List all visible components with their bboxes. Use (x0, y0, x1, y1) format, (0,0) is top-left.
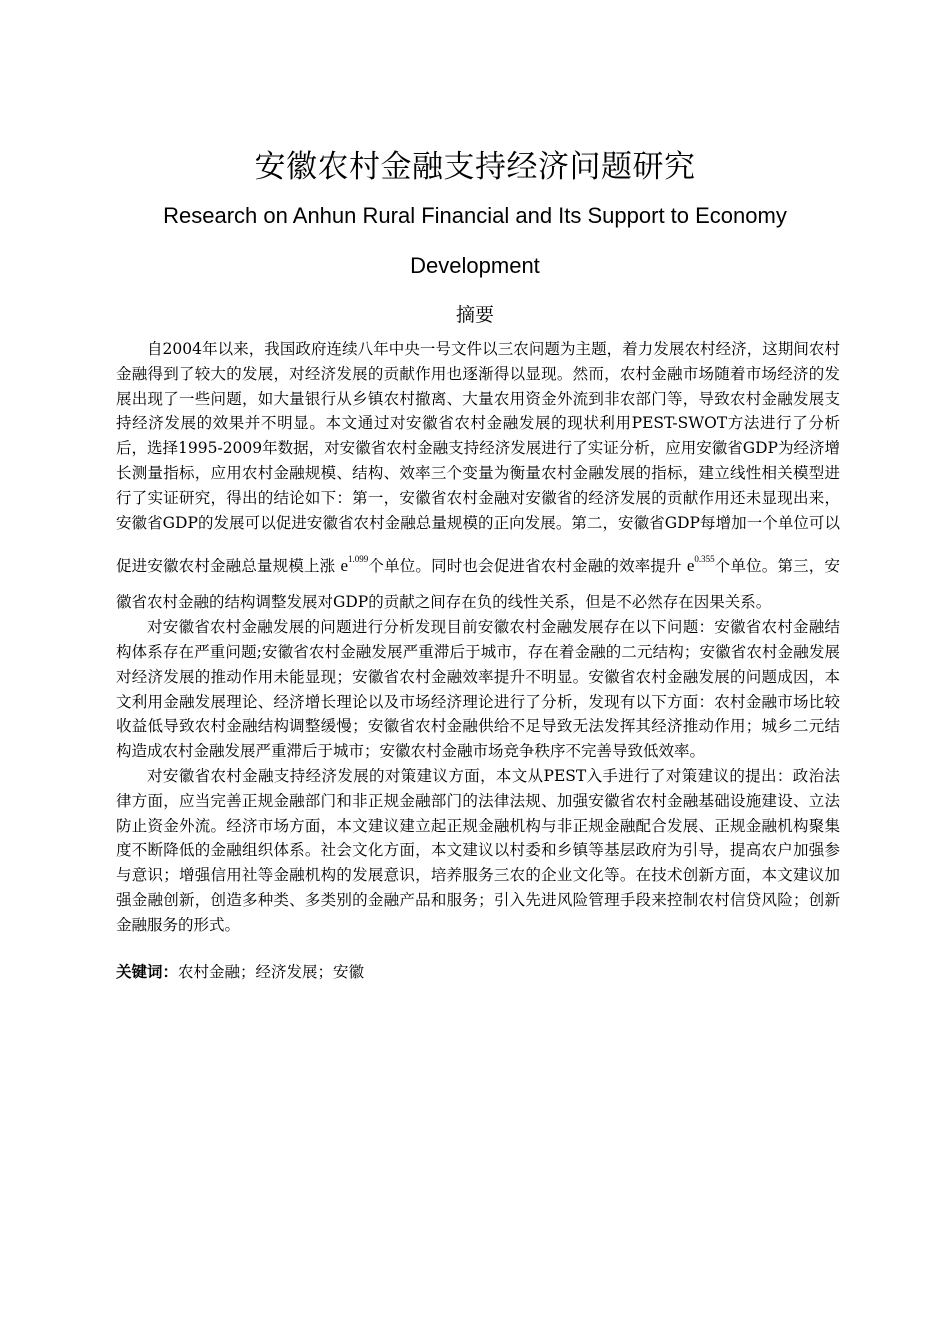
exponent-1-power: 1.099 (347, 554, 369, 565)
abstract-body (116, 337, 840, 984)
paragraph-1-text-c: 个单位。第三，安徽省农村金融的结构调整发展对GDP的贡献之间存在负的线性关系，但是不必然存在因果关系。 (116, 557, 840, 612)
abstract-paragraph-3: 对安徽省农村金融支持经济发展的对策建议方面，本文从PEST入手进行了对策建议的提出：政治法律方面，应当完善正规金融部门和非正规金融部门的法律法规、加强安徽省农村金融基础设施建设、立法防止资金外流。经济市场方面，本文建议建立起正规金融机构与非正规金融配合发展、正规金融机构聚集度不断降低的金融组织体系。社会文化方面，本文建议以村委和乡镇等基层政府为引导，提高农户加强参与意识；增强信用社等金融机构的发展意识，培养服务三农的企业文化等。在技术创新方面，本文建议加强金融创新，创造多种类、多类别的金融产品和服务；引入先进风险管理手段来控制农村信贷风险；创新金融服务的形式。 (116, 766, 840, 934)
chinese-title: 安徽农村金融支持经济问题研究 (254, 149, 696, 185)
paragraph-1-text-a: 自2004年以来，我国政府连续八年中央一号文件以三农问题为主题，着力发展农村经济，这期间农村金融得到了较大的发展，对经济发展的贡献作用也逐渐得以显现。然而，农村金融市场随着市场经济的发展出现了一些问题，如大量银行从乡镇农村撤离、大量农用资金外流到非农部门等，导致农村金融发展支持经济发展的效果并不明显。本文通过对安徽省农村金融发展的现状利用PEST-SWOT方法进行了分析后，选择1995-2009年数据，对安徽省农村金融支持经济发展进行了实证分析，应用安徽省GDP为经济增长测量指标，应用农村金融规模、结构、效率三个变量为衡量农村金融发展的指标，建立线性相关模型进行了实证研究，得出的结论如下：第一，安徽省农村金融对安徽省的经济发展的贡献作用还未显现出来，安徽省GDP的发展可以促进安徽省农村金融总量规模的正向发展。第二，安徽省GDP每增加一个单位可以促进安徽农村金融总量规模上涨 (116, 340, 840, 576)
keywords-line (116, 960, 840, 985)
exponent-2-power: 0.355 (694, 554, 715, 565)
keywords-label: 关键词： (116, 962, 179, 981)
exponent-2-base: e (686, 556, 695, 576)
abstract-heading: 摘要 (455, 304, 494, 326)
abstract-paragraph-1 (116, 337, 840, 615)
abstract-paragraph-2: 对安徽省农村金融发展的问题进行分析发现目前安徽农村金融发展存在以下问题：安徽省农村金融结构体系存在严重问题;安徽省农村金融发展严重滞后于城市，存在着金融的二元结构；安徽省农村金融发展对经济发展的推动作用未能显现；安徽省农村金融效率提升不明显。安徽省农村金融发展的问题成因，本文利用金融发展理论、经济增长理论以及市场经济理论进行了分析，发现有以下方面：农村金融市场比较收益低导致农村金融结构调整缓慢；安徽省农村金融供给不足导致无法发挥其经济推动作用；城乡二元结构造成农村金融发展严重滞后于城市；安徽农村金融市场竞争秩序不完善导致低效率。 (116, 618, 840, 761)
english-title: Research on Anhun Rural Financial and Its Support to Economy Development (163, 203, 787, 278)
paragraph-1-text-b: 个单位。同时也会促进省农村金融的效率提升 (368, 557, 682, 576)
keywords-value: 农村金融；经济发展；安徽 (178, 962, 365, 981)
exponent-1-base: e (340, 556, 348, 576)
exponent-2 (687, 556, 715, 575)
exponent-1 (340, 556, 368, 575)
